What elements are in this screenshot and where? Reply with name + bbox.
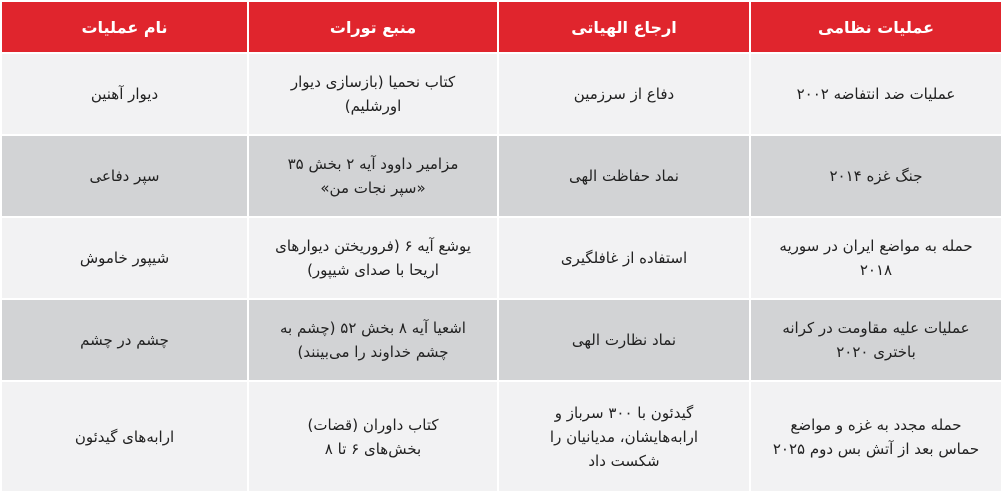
cell-torah-source: کتاب نحمیا (بازسازی دیوار اورشلیم) [248,53,498,135]
table-row [1,53,1001,135]
cell-torah-source: کتاب داوران (قضات) بخش‌های ۶ تا ۸ [248,381,498,492]
cell-theological-reference: استفاده از غافلگیری [498,217,750,299]
header-torah-source: منبع تورات [248,1,498,53]
cell-military-operation: حمله به مواضع ایران در سوریه ۲۰۱۸ [750,217,1001,299]
cell-military-operation: عملیات ضد انتفاضه ۲۰۰۲ [750,53,1001,135]
cell-operation-name: شیپور خاموش [1,217,248,299]
cell-operation-name: چشم در چشم [1,299,248,381]
cell-theological-reference: نماد حفاظت الهی [498,135,750,217]
cell-military-operation: حمله مجدد به غزه و مواضع حماس بعد از آتش بس دوم ۲۰۲۵ [750,381,1001,492]
cell-operation-name: سپر دفاعی [1,135,248,217]
cell-torah-source: مزامیر داوود آیه ۲ بخش ۳۵ «سپر نجات من» [248,135,498,217]
cell-operation-name: دیوار آهنین [1,53,248,135]
table-row [1,381,1001,492]
table-row [1,217,1001,299]
cell-military-operation: عملیات علیه مقاومت در کرانه باختری ۲۰۲۰ [750,299,1001,381]
cell-torah-source: اشعیا آیه ۸ بخش ۵۲ (چشم به چشم خداوند را می‌بینند) [248,299,498,381]
cell-theological-reference: دفاع از سرزمین [498,53,750,135]
cell-torah-source: یوشع آیه ۶ (فروریختن دیوارهای اریحا با صدای شیپور) [248,217,498,299]
header-theological-reference: ارجاع الهیاتی [498,1,750,53]
table-row [1,299,1001,381]
table-row [1,135,1001,217]
cell-military-operation: جنگ غزه ۲۰۱۴ [750,135,1001,217]
header-military-operation: عملیات نظامی [750,1,1001,53]
cell-theological-reference: گیدئون با ۳۰۰ سرباز و ارابه‌هایشان، مدیانیان را شکست داد [498,381,750,492]
header-operation-name: نام عملیات [1,1,248,53]
header-row [1,1,1001,53]
cell-theological-reference: نماد نظارت الهی [498,299,750,381]
cell-operation-name: ارابه‌های گیدئون [1,381,248,492]
